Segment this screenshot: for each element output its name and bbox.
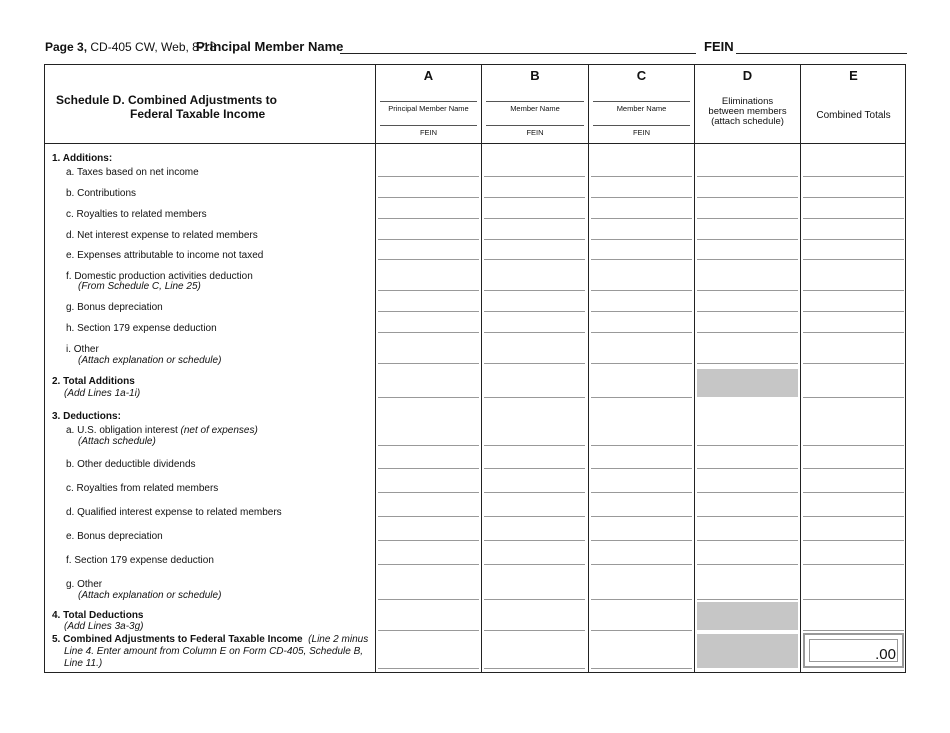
- line-3b-col-e-field[interactable]: [803, 468, 904, 469]
- line-1d-col-a-field[interactable]: [378, 239, 479, 240]
- total-deductions-note: (Add Lines 3a-3g): [64, 621, 144, 632]
- line-3a-col-b-field[interactable]: [484, 445, 585, 446]
- column-a-name-field[interactable]: [380, 101, 477, 102]
- line-1h-col-b-field[interactable]: [484, 332, 585, 333]
- line-1b-col-b-field[interactable]: [484, 197, 585, 198]
- line-1a-col-a-field[interactable]: [378, 176, 479, 177]
- line-3f-col-a-field[interactable]: [378, 564, 479, 565]
- line-1d-col-b-field[interactable]: [484, 239, 585, 240]
- row-3g-note: (Attach explanation or schedule): [78, 590, 222, 601]
- line-1g-col-b-field[interactable]: [484, 311, 585, 312]
- column-c-name-field[interactable]: [593, 101, 690, 102]
- line-1d-col-d-field[interactable]: [697, 239, 798, 240]
- column-c-fein-field[interactable]: [593, 125, 690, 126]
- line-1e-col-a-field[interactable]: [378, 259, 479, 260]
- line-3d-col-e-field[interactable]: [803, 516, 904, 517]
- column-divider: [375, 64, 376, 673]
- row-3c-label: c. Royalties from related members: [66, 483, 219, 494]
- fein-field[interactable]: [736, 53, 907, 54]
- line-1g-col-d-field[interactable]: [697, 311, 798, 312]
- line-5-part-c: Line 11.): [64, 658, 103, 669]
- line-3e-col-b-field[interactable]: [484, 540, 585, 541]
- line-1g-col-a-field[interactable]: [378, 311, 479, 312]
- line-2-col-a-field[interactable]: [378, 397, 479, 398]
- schedule-title-line1: Schedule D. Combined Adjustments to: [56, 93, 277, 107]
- row-1b-label: b. Contributions: [66, 188, 137, 199]
- line-1h-col-a-field[interactable]: [378, 332, 479, 333]
- column-b-name-label: Member Name: [510, 104, 560, 113]
- line-1f-col-b-field[interactable]: [484, 290, 585, 291]
- line-4-col-a-field[interactable]: [378, 630, 479, 631]
- line-5-bold: 5. Combined Adjustments to Federal Taxable Income: [52, 634, 303, 645]
- principal-member-name-field[interactable]: [340, 53, 696, 54]
- line-3c-col-b-field[interactable]: [484, 492, 585, 493]
- line-3d-col-c-field[interactable]: [591, 516, 692, 517]
- page-number: Page 3,: [45, 40, 88, 54]
- fein-label: FEIN: [704, 39, 734, 54]
- line-3g-col-c-field[interactable]: [591, 599, 692, 600]
- line-3e-col-d-field[interactable]: [697, 540, 798, 541]
- line-3f-col-b-field[interactable]: [484, 564, 585, 565]
- row-3b-label: b. Other deductible dividends: [66, 459, 196, 470]
- column-a-fein-field[interactable]: [380, 125, 477, 126]
- total-additions-note: (Add Lines 1a-1i): [64, 388, 141, 399]
- line-3a-col-d-field[interactable]: [697, 445, 798, 446]
- line-1h-col-e-field[interactable]: [803, 332, 904, 333]
- additions-heading-text: 1. Additions:: [52, 153, 113, 164]
- line-5-col-a-field[interactable]: [378, 668, 479, 669]
- line-2-col-c-field[interactable]: [591, 397, 692, 398]
- line-3c-col-c-field[interactable]: [591, 492, 692, 493]
- line-1e-col-d-field[interactable]: [697, 259, 798, 260]
- row-1c-label: c. Royalties to related members: [66, 209, 207, 220]
- line-1f-col-d-field[interactable]: [697, 290, 798, 291]
- line-5-part-a: (Line 2 minus: [308, 634, 369, 645]
- line-1i-col-b-field[interactable]: [484, 363, 585, 364]
- column-c-name-label: Member Name: [616, 104, 667, 113]
- line-1e-col-e-field[interactable]: [803, 259, 904, 260]
- line-4-col-e-field[interactable]: [803, 630, 904, 631]
- line-5-part-b: Line 4. Enter amount from Column E on Form CD-405, Schedule B,: [64, 646, 364, 657]
- line-3b-col-c-field[interactable]: [591, 468, 692, 469]
- row-3a-note: (Attach schedule): [78, 436, 156, 447]
- row-1e-label: e. Expenses attributable to income not taxed: [66, 250, 264, 261]
- line-1h-col-d-field[interactable]: [697, 332, 798, 333]
- shaded-cell-line5-d: [697, 634, 798, 668]
- column-divider: [588, 64, 589, 673]
- line-3d-col-a-field[interactable]: [378, 516, 479, 517]
- row-3a-paren: (net of expenses): [180, 425, 258, 436]
- column-a-name-label: Principal Member Name: [388, 104, 469, 113]
- column-a-fein-label: FEIN: [419, 128, 438, 137]
- row-1f-note: (From Schedule C, Line 25): [78, 281, 201, 292]
- header-divider: [44, 143, 906, 144]
- column-c-fein-label: FEIN: [632, 128, 651, 137]
- combined-total-value: .00: [875, 646, 896, 663]
- principal-member-name-label: Principal Member Name: [196, 39, 344, 54]
- line-3a-col-e-field[interactable]: [803, 445, 904, 446]
- line-3f-col-c-field[interactable]: [591, 564, 692, 565]
- line-1f-col-a-field[interactable]: [378, 290, 479, 291]
- line-1c-col-e-field[interactable]: [803, 218, 904, 219]
- line-1c-col-a-field[interactable]: [378, 218, 479, 219]
- line-3d-col-d-field[interactable]: [697, 516, 798, 517]
- line-3g-col-e-field[interactable]: [803, 599, 904, 600]
- row-1a-label: a. Taxes based on net income: [66, 167, 199, 178]
- total-additions-text: 2. Total Additions: [52, 376, 135, 387]
- line-2-col-b-field[interactable]: [484, 397, 585, 398]
- line-3f-col-d-field[interactable]: [697, 564, 798, 565]
- line-3d-col-b-field[interactable]: [484, 516, 585, 517]
- column-e-letter: E: [849, 68, 858, 83]
- line-3e-col-e-field[interactable]: [803, 540, 904, 541]
- line-1c-col-c-field[interactable]: [591, 218, 692, 219]
- column-d-label: [695, 97, 800, 127]
- combined-total-box[interactable]: [803, 633, 904, 668]
- line-5-col-c-field[interactable]: [591, 668, 692, 669]
- row-1f-label: f. Domestic production activities deduction: [66, 271, 253, 282]
- row-3a-label: [66, 425, 258, 436]
- line-1h-col-c-field[interactable]: [591, 332, 692, 333]
- deductions-heading-text: 3. Deductions:: [52, 411, 121, 422]
- deductions-heading: [52, 411, 121, 422]
- line-3e-col-c-field[interactable]: [591, 540, 692, 541]
- line-3f-col-e-field[interactable]: [803, 564, 904, 565]
- line-3c-col-a-field[interactable]: [378, 492, 479, 493]
- line-3a-col-c-field[interactable]: [591, 445, 692, 446]
- form-header: [45, 40, 216, 54]
- row-3g-label: g. Other: [66, 579, 103, 590]
- column-divider: [694, 64, 695, 673]
- line-1d-col-e-field[interactable]: [803, 239, 904, 240]
- line-1b-col-c-field[interactable]: [591, 197, 692, 198]
- line-4-col-b-field[interactable]: [484, 630, 585, 631]
- line-3b-col-b-field[interactable]: [484, 468, 585, 469]
- line-3c-col-d-field[interactable]: [697, 492, 798, 493]
- line-1b-col-a-field[interactable]: [378, 197, 479, 198]
- column-b-name-field[interactable]: [486, 101, 584, 102]
- shaded-cell-total-deductions-d: [697, 602, 798, 630]
- line-1c-col-b-field[interactable]: [484, 218, 585, 219]
- row-3e-label: e. Bonus depreciation: [66, 531, 163, 542]
- column-e-label: Combined Totals: [816, 110, 891, 121]
- line-1i-col-d-field[interactable]: [697, 363, 798, 364]
- line-1a-col-d-field[interactable]: [697, 176, 798, 177]
- column-b-fein-field[interactable]: [486, 125, 584, 126]
- line-1b-col-e-field[interactable]: [803, 197, 904, 198]
- line-1g-col-c-field[interactable]: [591, 311, 692, 312]
- line-1d-col-c-field[interactable]: [591, 239, 692, 240]
- additions-heading: [52, 153, 112, 164]
- total-deductions-label: [52, 610, 144, 621]
- line-3c-col-e-field[interactable]: [803, 492, 904, 493]
- line-1i-col-e-field[interactable]: [803, 363, 904, 364]
- schedule-title-line2: Federal Taxable Income: [130, 107, 266, 121]
- line-1g-col-e-field[interactable]: [803, 311, 904, 312]
- line-3b-col-d-field[interactable]: [697, 468, 798, 469]
- line-3e-col-a-field[interactable]: [378, 540, 479, 541]
- shaded-cell-total-additions-d: [697, 369, 798, 397]
- column-d-label-line1: Eliminations: [721, 96, 774, 107]
- row-3a-text: a. U.S. obligation interest: [66, 425, 178, 436]
- column-c-letter: C: [636, 68, 647, 83]
- line-4-col-c-field[interactable]: [591, 630, 692, 631]
- row-1i-note: (Attach explanation or schedule): [78, 355, 222, 366]
- row-3d-label: d. Qualified interest expense to related members: [66, 507, 282, 518]
- schedule-title: [56, 93, 277, 121]
- column-b-letter: B: [530, 68, 540, 83]
- column-b-fein-label: FEIN: [526, 128, 544, 137]
- line-1a-col-c-field[interactable]: [591, 176, 692, 177]
- form-id: CD-405 CW, Web, 8-18: [90, 40, 217, 54]
- column-d-letter: D: [742, 68, 753, 83]
- line-3g-col-b-field[interactable]: [484, 599, 585, 600]
- line-1a-col-e-field[interactable]: [803, 176, 904, 177]
- column-d-label-line3: (attach schedule): [711, 116, 784, 127]
- line-1e-col-b-field[interactable]: [484, 259, 585, 260]
- column-a-letter: A: [423, 68, 434, 83]
- row-1h-label: h. Section 179 expense deduction: [66, 323, 217, 334]
- line-1a-col-b-field[interactable]: [484, 176, 585, 177]
- line-1c-col-d-field[interactable]: [697, 218, 798, 219]
- line-3a-col-a-field[interactable]: [378, 445, 479, 446]
- line-3g-col-a-field[interactable]: [378, 599, 479, 600]
- total-deductions-text: 4. Total Deductions: [52, 610, 144, 621]
- column-d-label-line2: between members: [708, 106, 787, 117]
- column-divider: [800, 64, 801, 673]
- line-1i-col-c-field[interactable]: [591, 363, 692, 364]
- line-2-col-e-field[interactable]: [803, 397, 904, 398]
- row-1d-label: d. Net interest expense to related members: [66, 230, 258, 241]
- line-3b-col-a-field[interactable]: [378, 468, 479, 469]
- line-1f-col-c-field[interactable]: [591, 290, 692, 291]
- line-1i-col-a-field[interactable]: [378, 363, 479, 364]
- line-5-label: [52, 634, 368, 645]
- line-1b-col-d-field[interactable]: [697, 197, 798, 198]
- line-1f-col-e-field[interactable]: [803, 290, 904, 291]
- line-1e-col-c-field[interactable]: [591, 259, 692, 260]
- line-5-col-b-field[interactable]: [484, 668, 585, 669]
- row-1g-label: g. Bonus depreciation: [66, 302, 163, 313]
- row-1i-label: i. Other: [66, 344, 99, 355]
- column-divider: [481, 64, 482, 673]
- line-3g-col-d-field[interactable]: [697, 599, 798, 600]
- row-3f-label: f. Section 179 expense deduction: [66, 555, 214, 566]
- total-additions-label: [52, 376, 135, 387]
